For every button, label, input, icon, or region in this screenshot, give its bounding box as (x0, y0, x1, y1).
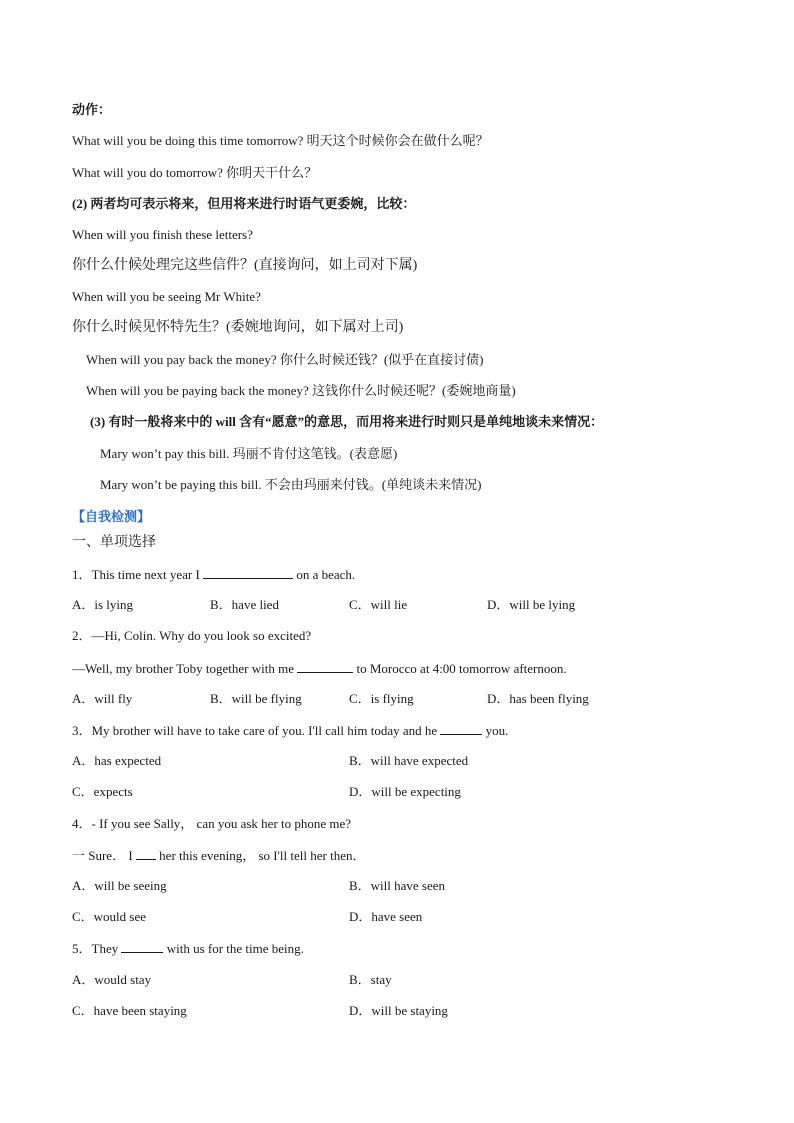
example-line: What will you be doing this time tomorrow? 明天这个时候你会在做什么呢？ (72, 133, 489, 148)
question-5-stem (72, 939, 304, 958)
section-title-single-choice: 一、单项选择 (72, 535, 156, 550)
question-5-option-d[interactable]: D．will be staying (349, 1003, 448, 1018)
question-1-text-pre: 1．This time next year I (72, 567, 204, 582)
question-4-option-b[interactable]: B．will have seen (349, 878, 446, 893)
example-line: When will you be paying back the money? 这钱你什么时候还呢？(委婉地商量) (86, 383, 516, 398)
answer-blank[interactable] (121, 939, 163, 953)
question-3-text-pre: 3．My brother will have to take care of you. I'll call him today and he (72, 723, 441, 738)
question-2-option-c[interactable]: C．is flying (349, 691, 414, 706)
question-3-text-post: you. (482, 723, 509, 738)
question-4-option-c[interactable]: C．would see (72, 909, 147, 924)
question-1-option-c[interactable]: C．will lie (349, 597, 408, 612)
question-1-option-b[interactable]: B．have lied (210, 597, 279, 612)
rule-heading-3: (3) 有时一般将来中的 will 含有“愿意”的意思，而用将来进行时则只是单纯地谈未来情况： (90, 414, 604, 429)
question-2-text-post: to Morocco at 4:00 tomorrow afternoon. (353, 661, 567, 676)
question-1-option-a[interactable]: A．is lying (72, 597, 134, 612)
self-check-heading: 【自我检测】 (72, 509, 151, 524)
question-5-text-post: with us for the time being. (163, 941, 304, 956)
example-line: When will you be seeing Mr White? (72, 289, 261, 304)
question-4-text-pre: 一 Sure． I (72, 848, 136, 863)
question-4-stem: 4．- If you see Sally， can you ask her to phone me? (72, 816, 352, 831)
question-1-text-post: on a beach. (293, 567, 356, 582)
rule-heading-2: (2) 两者均可表示将来，但用将来进行时语气更委婉，比较： (72, 196, 416, 211)
answer-blank[interactable] (440, 721, 482, 735)
question-2-option-d[interactable]: D．has been flying (487, 691, 589, 706)
example-line: When will you pay back the money? 你什么时候还钱？(似乎在直接讨债) (86, 352, 484, 367)
question-1-option-d[interactable]: D．will be lying (487, 597, 576, 612)
question-3-stem (72, 721, 508, 740)
answer-blank[interactable] (136, 846, 156, 860)
example-line: 你什么时候见怀特先生？(委婉地询问，如下属对上司) (72, 320, 404, 335)
answer-blank[interactable] (203, 565, 293, 579)
question-3-option-d[interactable]: D．will be expecting (349, 784, 461, 799)
example-line: Mary won’t be paying this bill. 不会由玛丽来付钱。(单纯谈未来情况) (100, 477, 482, 492)
question-5-option-b[interactable]: B．stay (349, 972, 392, 987)
example-line: When will you finish these letters? (72, 227, 253, 242)
example-line: What will you do tomorrow? 你明天干什么？ (72, 165, 318, 180)
question-1-stem (72, 565, 355, 584)
question-2-stem-cont (72, 659, 567, 678)
question-3-option-c[interactable]: C．expects (72, 784, 133, 799)
question-2-stem: 2．—Hi, Colin. Why do you look so excited? (72, 628, 312, 643)
example-line: 你什么什候处理完这些信件？(直接询问，如上司对下属) (72, 258, 418, 273)
question-4-stem-cont (72, 846, 366, 865)
answer-blank[interactable] (297, 659, 353, 673)
section-label-action: 动作： (72, 102, 112, 117)
question-5-text-pre: 5．They (72, 941, 122, 956)
question-4-option-d[interactable]: D．have seen (349, 909, 423, 924)
question-5-option-a[interactable]: A．would stay (72, 972, 152, 987)
question-2-option-b[interactable]: B．will be flying (210, 691, 302, 706)
question-3-option-a[interactable]: A．has expected (72, 753, 162, 768)
example-line: Mary won’t pay this bill. 玛丽不肯付这笔钱。(表意愿) (100, 446, 398, 461)
question-4-text-post: her this evening， so I'll tell her then． (155, 848, 366, 863)
question-3-option-b[interactable]: B．will have expected (349, 753, 469, 768)
question-4-option-a[interactable]: A．will be seeing (72, 878, 167, 893)
question-2-option-a[interactable]: A．will fly (72, 691, 133, 706)
question-2-text-pre: —Well, my brother Toby together with me (72, 661, 298, 676)
question-5-option-c[interactable]: C．have been staying (72, 1003, 187, 1018)
